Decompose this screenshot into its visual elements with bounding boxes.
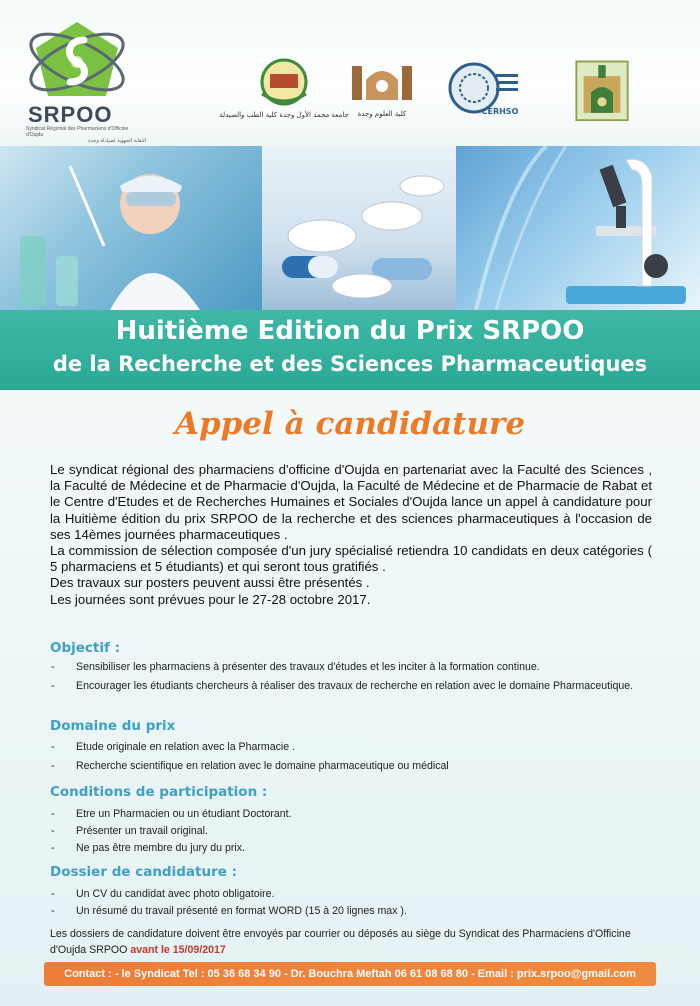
appel-heading: Appel à candidature [174, 406, 526, 442]
list-item: - Présenter un travail original. [50, 823, 652, 839]
dossier-list [50, 886, 652, 919]
list-item: - Un CV du candidat avec photo obligatoire. [50, 886, 652, 902]
contact-bar: Contact : - le Syndicat Tel : 05 36 68 34 90 - Dr. Bouchra Meftah 06 61 08 68 80 - Email : prix.srpoo@gmail.com [44, 962, 656, 986]
logo-subtitle-fr: Syndicat Régional des Pharmaciens d'Officine d'Oujda [26, 126, 129, 138]
list-item: - Etre un Pharmacien ou un étudiant Doctorant. [50, 806, 652, 822]
mosque-emblem-logo [572, 56, 632, 122]
conditions-list [50, 806, 652, 856]
main-title: Huitième Edition du Prix SRPOO [115, 316, 585, 346]
list-item: - Etude originale en relation avec la Pharmacie . [50, 739, 652, 755]
intro-paragraph: Des travaux sur posters peuvent aussi être présentés . [50, 575, 370, 591]
faculte-sciences-logo [346, 56, 418, 122]
sub-title: de la Recherche et des Sciences Pharmaceutiques [52, 352, 648, 376]
deadline: avant le 15/09/2017 [130, 944, 226, 956]
dossier-note [50, 926, 652, 958]
intro-text [50, 462, 652, 608]
intro-paragraph: Les journées sont prévues pour le 27-28 octobre 2017. [50, 591, 371, 607]
dossier-title: Dossier de candidature : [50, 864, 237, 880]
cerhso-text: CERHSO [481, 107, 519, 116]
faculte-medecine-text: جامعة محمد الأول وجدة كلية الطب والصيدلة [219, 111, 349, 119]
faculte-sciences-text: كلية العلوم وجدة [357, 110, 407, 118]
photo-band [0, 146, 700, 310]
list-item: - Ne pas être membre du jury du prix. [50, 840, 652, 856]
list-item: - Un résumé du travail présenté en format WORD (15 à 20 lignes max ). [50, 903, 652, 919]
list-item: - Encourager les étudiants chercheurs à réaliser des travaux de recherche en relation avec le domaine Pharmaceutique. [50, 678, 652, 694]
objectif-list [50, 659, 652, 694]
microscope-photo [456, 146, 700, 310]
objectif-title: Objectif : [50, 640, 120, 656]
faculte-medecine-logo [219, 56, 349, 122]
domaine-title: Domaine du prix [50, 718, 176, 734]
list-item: - Sensibiliser les pharmaciens à présenter des travaux d'études et les inciter à la formation continue. [50, 659, 652, 675]
pills-photo [262, 146, 456, 310]
conditions-title: Conditions de participation : [50, 784, 268, 800]
header [0, 0, 700, 146]
intro-paragraph: Le syndicat régional des pharmaciens d'officine d'Oujda en partenariat avec la Faculté des Sciences , la Faculté de Médecine et de Pharmacie d'Oujda, la Faculté de Médecine et de Pharmacie de Rabat et le Centre d'Etudes et de Recherches Humaines et Sociales d'Oujda lance un appel à candidature pour la Huitième édition du prix SRPOO de la recherche et des sciences pharmaceutiques à l'occasion de ses 14èmes journées pharmaceutiques . [50, 462, 652, 542]
intro-paragraph: La commission de sélection composée d'un jury spécialisé retiendra 10 candidats en deux catégories ( 5 pharmaciens et 5 étudiants) et qui seront tous gratifiés . [50, 543, 652, 575]
logo-subtitle-ar: النقابة الجهوية لصيادلة وجدة [88, 138, 146, 144]
title-band [0, 310, 700, 390]
scientist-photo [0, 146, 262, 310]
domaine-list [50, 739, 652, 774]
logo-subtitle [26, 126, 146, 144]
dossier-note-text: Les dossiers de candidature doivent être envoyés par courrier ou déposés au siège du Syndicat des Pharmaciens d'Officine d'Oujda SRPOO [50, 928, 631, 956]
list-item: - Recherche scientifique en relation avec le domaine pharmaceutique ou médical [50, 758, 652, 774]
cerhso-logo [448, 56, 520, 122]
logo-text: SRPOO [28, 102, 113, 127]
